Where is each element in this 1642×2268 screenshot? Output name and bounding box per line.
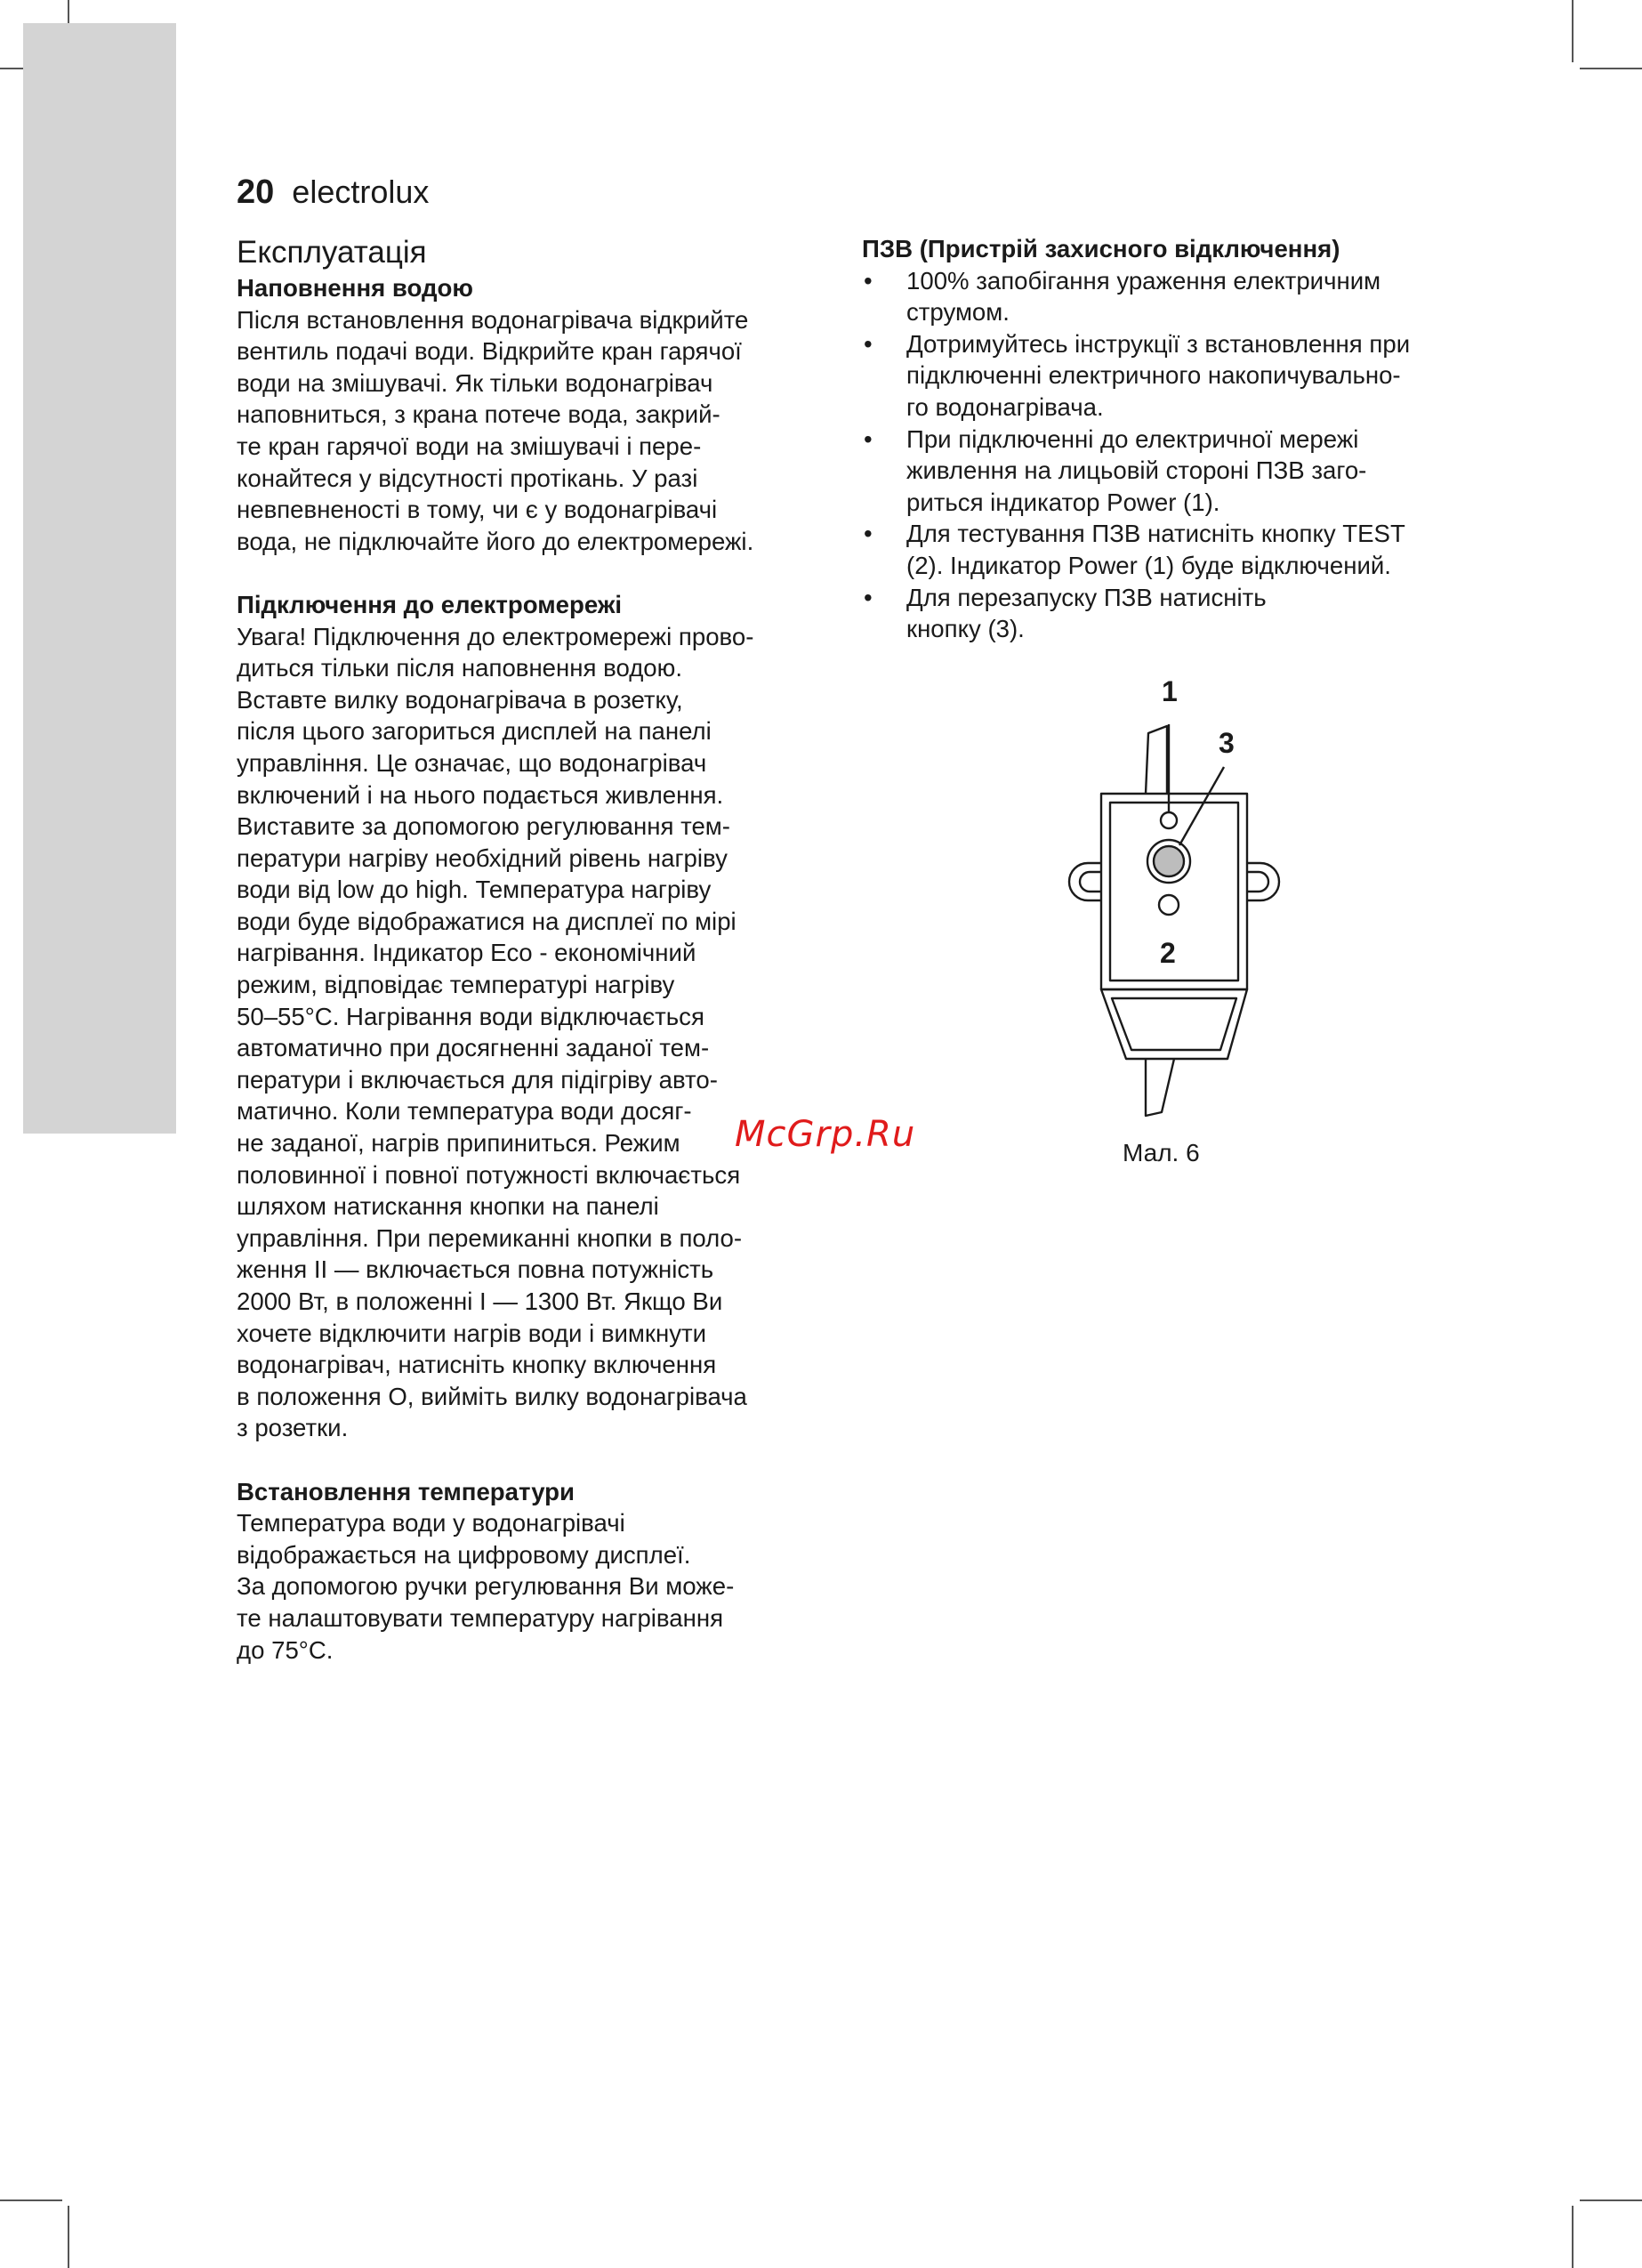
text-line: з розетки. [237, 1414, 349, 1442]
text-line: 100% запобігання ураження електричним [906, 266, 1381, 295]
text-line: Для тестування ПЗВ натисніть кнопку TEST [906, 520, 1405, 548]
text-line: При підключенні до електричної мережі [906, 424, 1359, 453]
text-line: управління. Це означає, що водонагрівач [237, 748, 707, 777]
bullet: • [864, 520, 873, 548]
text-line: Після встановлення водонагрівача відкрийте [237, 305, 749, 334]
text-line: матично. Коли температура води досяг- [237, 1097, 692, 1126]
temperature-section [237, 1476, 824, 1667]
plug-body-bottom [1101, 989, 1247, 1059]
left-column [237, 233, 824, 1666]
label-1: 1 [1162, 675, 1178, 707]
text-line: до 75°C. [237, 1635, 334, 1664]
reset-button-face [1154, 846, 1184, 876]
cable-bottom [1146, 1059, 1174, 1116]
text-line: автоматично при досягненні заданої тем- [237, 1034, 710, 1062]
plug-body-bottom-inner [1112, 998, 1236, 1050]
rcd-plug-diagram [1050, 669, 1299, 1185]
text-line: підключенні електричного накопичувально- [906, 361, 1401, 390]
text-line: риться індикатор Power (1). [906, 488, 1220, 516]
text-line: диться тільки після наповнення водою. [237, 654, 683, 682]
text-line: кнопку (3). [906, 615, 1025, 643]
label-3: 3 [1219, 727, 1235, 759]
text-line: живлення на лицьовій стороні ПЗВ заго- [906, 456, 1367, 485]
rcd-heading: ПЗВ (Пристрій захисного відключення) [862, 235, 1340, 262]
text-line: шляхом натискання кнопки на панелі [237, 1192, 659, 1221]
page-number: 20 [237, 174, 275, 211]
text-line: наповниться, з крана потече вода, закрий- [237, 400, 720, 429]
text-line: після цього загориться дисплей на панелі [237, 717, 712, 746]
text-line: невпевненості в тому, чи є у водонагрівачі [237, 496, 718, 524]
text-line: Увага! Підключення до електромережі прово- [237, 622, 754, 650]
text-line: Виставите за допомогою регулювання тем- [237, 812, 730, 841]
text-line: вентиль подачі води. Відкрийте кран гарячої [237, 337, 742, 366]
crop-mark [1572, 2206, 1574, 2268]
text-line: 2000 Вт, в положенні I — 1300 Вт. Якщо Ви [237, 1287, 723, 1315]
text-line: не заданої, нагрів припиниться. Режим [237, 1129, 680, 1158]
fill-heading: Наповнення водою [237, 274, 473, 302]
text-line: відображається на цифровому дисплеї. [237, 1540, 691, 1569]
brand-name: electrolux [292, 174, 430, 210]
crop-mark [1580, 2199, 1642, 2201]
list-item [862, 265, 1476, 328]
watermark: McGrp.Ru [735, 1114, 916, 1155]
page-header [237, 167, 429, 217]
text-line: води буде відображатися на дисплеї по мірі [237, 907, 736, 935]
text-line: хочете відключити нагрів води і вимкнути [237, 1319, 707, 1347]
bullet: • [864, 266, 873, 295]
fill-section [237, 272, 824, 557]
text-line: води на змішувачі. Як тільки водонагрівач [237, 368, 713, 397]
list-item [862, 582, 1476, 645]
rcd-list [862, 265, 1476, 645]
temperature-heading: Встановлення температури [237, 1477, 575, 1505]
text-line: Дотримуйтесь інструкції з встановлення при [906, 329, 1411, 358]
text-line: конайтеся у відсутності протікань. У разі [237, 464, 698, 492]
text-line: Для перезапуску ПЗВ натисніть [906, 583, 1267, 611]
section-title: Експлуатація [237, 235, 427, 270]
bullet: • [864, 424, 873, 453]
text-line: включений і на нього подається живлення. [237, 780, 724, 809]
connection-heading: Підключення до електромережі [237, 590, 623, 618]
text-line: ператури і включається для підігріву авто- [237, 1065, 718, 1094]
text-line: половинної і повної потужності включається [237, 1160, 741, 1189]
text-line: нагрівання. Індикатор Eco - економічний [237, 939, 696, 967]
text-line: го водонагрівача. [906, 392, 1104, 421]
right-column [862, 233, 1476, 645]
text-line: За допомогою ручки регулювання Ви може- [237, 1572, 735, 1601]
connection-section [237, 589, 824, 1444]
cable-top [1146, 726, 1167, 794]
text-line: Температура води у водонагрівачі [237, 1509, 625, 1538]
text-line: водонагрівач, натисніть кнопку включення [237, 1351, 717, 1379]
crop-mark [1572, 0, 1574, 62]
text-line: Вставте вилку водонагрівача в розетку, [237, 685, 683, 714]
bullet: • [864, 583, 873, 611]
label-2: 2 [1160, 937, 1176, 969]
list-item [862, 424, 1476, 519]
crop-mark [1580, 68, 1642, 69]
text-line: 50–55°C. Нагрівання води відключається [237, 1002, 704, 1030]
figure-caption: Мал. 6 [1123, 1139, 1200, 1166]
text-line: ження II — включається повна потужність [237, 1255, 714, 1284]
text-line: те налаштовувати температуру нагрівання [237, 1603, 724, 1632]
text-line: струмом. [906, 298, 1010, 327]
crop-mark [68, 2206, 69, 2268]
text-line: води від low до high. Температура нагріву [237, 876, 712, 904]
side-color-bar [23, 23, 176, 1134]
bullet: • [864, 329, 873, 358]
list-item [862, 328, 1476, 424]
crop-mark [0, 2199, 62, 2201]
text-line: вода, не підключайте його до електромережі. [237, 527, 754, 555]
text-line: (2). Індикатор Power (1) буде відключений. [906, 551, 1391, 579]
list-item [862, 518, 1476, 581]
text-line: в положення O, вийміть вилку водонагрівача [237, 1382, 747, 1410]
text-line: режим, відповідає температурі нагріву [237, 971, 675, 999]
text-line: ператури нагріву необхідний рівень нагріву [237, 843, 728, 872]
text-line: управління. При перемиканні кнопки в поло- [237, 1223, 743, 1252]
text-line: те кран гарячої води на змішувачі і пере- [237, 432, 702, 460]
